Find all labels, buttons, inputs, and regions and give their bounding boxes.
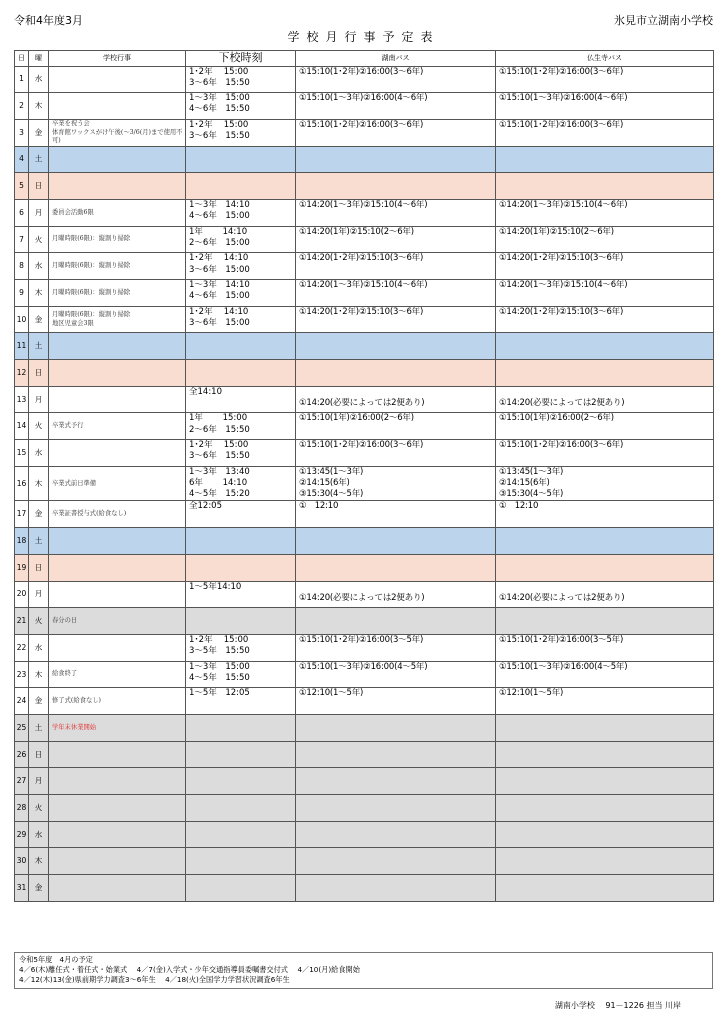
event-cell: 委員会活動6限 — [49, 199, 186, 226]
day-cell: 22 — [15, 634, 29, 661]
table-row — [15, 501, 714, 528]
konan-bus-cell: ①15:10(1･2年)②16:00(3～5年) — [296, 634, 496, 661]
table-row — [15, 199, 714, 226]
dismissal-time-cell — [186, 768, 296, 795]
day-cell: 23 — [15, 661, 29, 688]
day-cell: 1 — [15, 66, 29, 93]
dismissal-time-cell — [186, 146, 296, 173]
dismissal-time-cell — [186, 528, 296, 555]
table-row — [15, 688, 714, 715]
header-konan-bus: 湖南バス — [296, 51, 496, 67]
table-row — [15, 413, 714, 440]
monthly-schedule-table — [14, 50, 714, 902]
dismissal-time-cell — [186, 608, 296, 635]
next-month-heading: 令和5年度 4月の予定 — [19, 955, 93, 964]
table-row — [15, 280, 714, 307]
weekday-cell: 火 — [29, 795, 49, 822]
busshoji-bus-cell: ①14:20(必要によっては2便あり) — [496, 581, 714, 608]
header-dow: 曜 — [29, 51, 49, 67]
schedule-rows — [15, 66, 714, 901]
table-row — [15, 581, 714, 608]
busshoji-bus-cell: ①14:20(1年)②15:10(2～6年) — [496, 226, 714, 253]
weekday-cell: 金 — [29, 119, 49, 146]
konan-bus-cell — [296, 795, 496, 822]
day-cell: 13 — [15, 386, 29, 413]
busshoji-bus-cell: ①15:10(1･2年)②16:00(3～6年) — [496, 119, 714, 146]
event-cell: 月曜時限(6限)：縦割り掃除 — [49, 280, 186, 307]
konan-bus-cell: ①14:20(1･2年)②15:10(3～6年) — [296, 306, 496, 333]
page-title: 学校月行事予定表 — [287, 30, 440, 44]
dismissal-time-cell: 全14:10 — [186, 386, 296, 413]
konan-bus-cell: ①15:10(1年)②16:00(2～6年) — [296, 413, 496, 440]
table-row — [15, 554, 714, 581]
table-row — [15, 66, 714, 93]
busshoji-bus-cell: ①12:10(1～5年) — [496, 688, 714, 715]
weekday-cell: 月 — [29, 581, 49, 608]
table-row — [15, 440, 714, 467]
day-cell: 10 — [15, 306, 29, 333]
weekday-cell: 金 — [29, 306, 49, 333]
event-cell: 春分の日 — [49, 608, 186, 635]
weekday-cell: 水 — [29, 821, 49, 848]
busshoji-bus-cell — [496, 795, 714, 822]
dismissal-time-cell: 全12:05 — [186, 501, 296, 528]
busshoji-bus-cell: ①15:10(1･2年)②16:00(3～5年) — [496, 634, 714, 661]
busshoji-bus-cell — [496, 608, 714, 635]
table-row — [15, 821, 714, 848]
busshoji-bus-cell — [496, 360, 714, 387]
weekday-cell: 金 — [29, 501, 49, 528]
dismissal-time-cell — [186, 360, 296, 387]
table-row — [15, 253, 714, 280]
dismissal-time-cell — [186, 173, 296, 200]
weekday-cell: 月 — [29, 768, 49, 795]
konan-bus-cell: ①14:20(1･2年)②15:10(3～6年) — [296, 253, 496, 280]
dismissal-time-cell: 1･2年 14:10 3～6年 15:00 — [186, 306, 296, 333]
konan-bus-cell — [296, 768, 496, 795]
day-cell: 7 — [15, 226, 29, 253]
event-cell: 学年末休業開始 — [49, 714, 186, 741]
table-row — [15, 875, 714, 902]
weekday-cell: 木 — [29, 848, 49, 875]
day-cell: 17 — [15, 501, 29, 528]
konan-bus-cell: ①12:10(1～5年) — [296, 688, 496, 715]
header-dismissal: 下校時刻 — [186, 51, 296, 67]
day-cell: 26 — [15, 741, 29, 768]
busshoji-bus-cell — [496, 146, 714, 173]
busshoji-bus-cell: ①14:20(1～3年)②15:10(4～6年) — [496, 199, 714, 226]
event-cell — [49, 821, 186, 848]
table-row — [15, 146, 714, 173]
dismissal-time-cell: 1～3年 13:40 6年 14:10 4～5年 15:20 — [186, 466, 296, 501]
event-cell: 修了式(給食なし) — [49, 688, 186, 715]
konan-bus-cell — [296, 821, 496, 848]
weekday-cell: 水 — [29, 634, 49, 661]
konan-bus-cell: ①15:10(1･2年)②16:00(3～6年) — [296, 119, 496, 146]
busshoji-bus-cell: ①15:10(1･2年)②16:00(3～6年) — [496, 440, 714, 467]
weekday-cell: 金 — [29, 875, 49, 902]
day-cell: 30 — [15, 848, 29, 875]
table-row — [15, 360, 714, 387]
busshoji-bus-cell — [496, 848, 714, 875]
table-row — [15, 333, 714, 360]
header-event: 学校行事 — [49, 51, 186, 67]
konan-bus-cell: ①14:20(1～3年)②15:10(4～6年) — [296, 199, 496, 226]
konan-bus-cell — [296, 173, 496, 200]
weekday-cell: 日 — [29, 173, 49, 200]
event-cell: 卒業を祝う会 体育館ワックスがけ午後(～3/6(月)まで使用不可) — [49, 119, 186, 146]
konan-bus-cell — [296, 741, 496, 768]
day-cell: 25 — [15, 714, 29, 741]
weekday-cell: 金 — [29, 688, 49, 715]
busshoji-bus-cell: ①15:10(1～3年)②16:00(4～6年) — [496, 93, 714, 120]
event-cell: 給食終了 — [49, 661, 186, 688]
weekday-cell: 日 — [29, 554, 49, 581]
table-row — [15, 741, 714, 768]
busshoji-bus-cell — [496, 528, 714, 555]
dismissal-time-cell: 1～3年 14:10 4～6年 15:00 — [186, 199, 296, 226]
day-cell: 18 — [15, 528, 29, 555]
event-cell: 卒業式前日準備 — [49, 466, 186, 501]
busshoji-bus-cell: ①14:20(必要によっては2便あり) — [496, 386, 714, 413]
table-row — [15, 306, 714, 333]
dismissal-time-cell: 1年 15:00 2～6年 15:50 — [186, 413, 296, 440]
next-month-line-1: 4／6(木)離任式・着任式・始業式 4／7(金)入学式・少年交通指導員委嘱書交付式 4／10(月)給食開始 — [19, 965, 360, 975]
busshoji-bus-cell: ① 12:10 — [496, 501, 714, 528]
konan-bus-cell: ①14:20(1～3年)②15:10(4～6年) — [296, 280, 496, 307]
table-row — [15, 226, 714, 253]
day-cell: 2 — [15, 93, 29, 120]
day-cell: 3 — [15, 119, 29, 146]
day-cell: 19 — [15, 554, 29, 581]
dismissal-time-cell: 1～3年 15:00 4～6年 15:50 — [186, 93, 296, 120]
table-row — [15, 93, 714, 120]
school-name: 氷見市立湖南小学校 — [614, 14, 713, 27]
table-row — [15, 795, 714, 822]
event-cell — [49, 360, 186, 387]
weekday-cell: 火 — [29, 608, 49, 635]
day-cell: 21 — [15, 608, 29, 635]
busshoji-bus-cell — [496, 333, 714, 360]
event-cell — [49, 634, 186, 661]
dismissal-time-cell: 1･2年 15:00 3～5年 15:50 — [186, 634, 296, 661]
day-cell: 15 — [15, 440, 29, 467]
table-row — [15, 608, 714, 635]
event-cell — [49, 66, 186, 93]
event-cell — [49, 440, 186, 467]
day-cell: 29 — [15, 821, 29, 848]
dismissal-time-cell — [186, 554, 296, 581]
day-cell: 5 — [15, 173, 29, 200]
weekday-cell: 月 — [29, 199, 49, 226]
konan-bus-cell: ①15:10(1･2年)②16:00(3～6年) — [296, 66, 496, 93]
event-cell — [49, 795, 186, 822]
event-cell: 卒業式予行 — [49, 413, 186, 440]
day-cell: 11 — [15, 333, 29, 360]
busshoji-bus-cell — [496, 821, 714, 848]
event-cell — [49, 173, 186, 200]
event-cell — [49, 581, 186, 608]
event-cell: 月曜時限(6限)：縦割り掃除 — [49, 226, 186, 253]
dismissal-time-cell — [186, 714, 296, 741]
table-row — [15, 768, 714, 795]
dismissal-time-cell: 1･2年 15:00 3～6年 15:50 — [186, 119, 296, 146]
busshoji-bus-cell: ①15:10(1～3年)②16:00(4～5年) — [496, 661, 714, 688]
day-cell: 16 — [15, 466, 29, 501]
dismissal-time-cell: 1～3年 15:00 4～5年 15:50 — [186, 661, 296, 688]
konan-bus-cell — [296, 554, 496, 581]
konan-bus-cell: ①14:20(必要によっては2便あり) — [296, 581, 496, 608]
contact-info: 湖南小学校 91－1226 担当 川岸 — [554, 1001, 681, 1010]
weekday-cell: 日 — [29, 741, 49, 768]
busshoji-bus-cell: ①14:20(1･2年)②15:10(3～6年) — [496, 306, 714, 333]
table-row — [15, 848, 714, 875]
konan-bus-cell: ① 12:10 — [296, 501, 496, 528]
table-header-row — [15, 51, 714, 67]
busshoji-bus-cell: ①14:20(1･2年)②15:10(3～6年) — [496, 253, 714, 280]
weekday-cell: 木 — [29, 280, 49, 307]
day-cell: 4 — [15, 146, 29, 173]
event-cell — [49, 768, 186, 795]
day-cell: 28 — [15, 795, 29, 822]
dismissal-time-cell: 1･2年 15:00 3～6年 15:50 — [186, 440, 296, 467]
weekday-cell: 水 — [29, 253, 49, 280]
day-cell: 12 — [15, 360, 29, 387]
konan-bus-cell — [296, 528, 496, 555]
event-cell — [49, 333, 186, 360]
event-cell — [49, 146, 186, 173]
event-cell — [49, 386, 186, 413]
event-cell — [49, 741, 186, 768]
dismissal-time-cell: 1･2年 15:00 3～6年 15:50 — [186, 66, 296, 93]
weekday-cell: 水 — [29, 66, 49, 93]
konan-bus-cell: ①14:20(1年)②15:10(2～6年) — [296, 226, 496, 253]
table-row — [15, 661, 714, 688]
konan-bus-cell — [296, 360, 496, 387]
event-cell — [49, 848, 186, 875]
busshoji-bus-cell — [496, 875, 714, 902]
weekday-cell: 火 — [29, 226, 49, 253]
header-day: 日 — [15, 51, 29, 67]
busshoji-bus-cell: ①13:45(1～3年) ②14:15(6年) ③15:30(4～5年) — [496, 466, 714, 501]
dismissal-time-cell: 1･2年 14:10 3～6年 15:00 — [186, 253, 296, 280]
table-row — [15, 466, 714, 501]
event-cell — [49, 528, 186, 555]
event-cell: 月曜時限(6限)：縦割り掃除 地区児童会3限 — [49, 306, 186, 333]
dismissal-time-cell — [186, 875, 296, 902]
day-cell: 24 — [15, 688, 29, 715]
event-cell: 月曜時限(6限)：縦割り掃除 — [49, 253, 186, 280]
dismissal-time-cell: 1～5年14:10 — [186, 581, 296, 608]
event-cell — [49, 554, 186, 581]
weekday-cell: 木 — [29, 661, 49, 688]
dismissal-time-cell: 1～3年 14:10 4～6年 15:00 — [186, 280, 296, 307]
weekday-cell: 土 — [29, 714, 49, 741]
busshoji-bus-cell — [496, 554, 714, 581]
busshoji-bus-cell — [496, 768, 714, 795]
table-row — [15, 634, 714, 661]
table-row — [15, 119, 714, 146]
day-cell: 27 — [15, 768, 29, 795]
day-cell: 14 — [15, 413, 29, 440]
weekday-cell: 木 — [29, 93, 49, 120]
konan-bus-cell: ①15:10(1～3年)②16:00(4～5年) — [296, 661, 496, 688]
konan-bus-cell — [296, 146, 496, 173]
konan-bus-cell: ①15:10(1～3年)②16:00(4～6年) — [296, 93, 496, 120]
konan-bus-cell — [296, 714, 496, 741]
next-month-box — [14, 952, 713, 989]
table-row — [15, 528, 714, 555]
day-cell: 6 — [15, 199, 29, 226]
konan-bus-cell — [296, 333, 496, 360]
dismissal-time-cell: 1～5年 12:05 — [186, 688, 296, 715]
konan-bus-cell: ①14:20(必要によっては2便あり) — [296, 386, 496, 413]
weekday-cell: 水 — [29, 440, 49, 467]
weekday-cell: 土 — [29, 528, 49, 555]
dismissal-time-cell — [186, 741, 296, 768]
table-row — [15, 386, 714, 413]
table-row — [15, 173, 714, 200]
busshoji-bus-cell — [496, 714, 714, 741]
header-busshoji-bus: 仏生寺バス — [496, 51, 714, 67]
busshoji-bus-cell — [496, 741, 714, 768]
busshoji-bus-cell — [496, 173, 714, 200]
konan-bus-cell — [296, 848, 496, 875]
dismissal-time-cell — [186, 795, 296, 822]
fiscal-month-label: 令和4年度3月 — [14, 14, 83, 27]
day-cell: 8 — [15, 253, 29, 280]
day-cell: 31 — [15, 875, 29, 902]
busshoji-bus-cell: ①14:20(1～3年)②15:10(4～6年) — [496, 280, 714, 307]
weekday-cell: 土 — [29, 333, 49, 360]
dismissal-time-cell — [186, 848, 296, 875]
busshoji-bus-cell: ①15:10(1･2年)②16:00(3～6年) — [496, 66, 714, 93]
konan-bus-cell — [296, 875, 496, 902]
day-cell: 9 — [15, 280, 29, 307]
weekday-cell: 月 — [29, 386, 49, 413]
weekday-cell: 日 — [29, 360, 49, 387]
event-cell: 卒業証書授与式(給食なし) — [49, 501, 186, 528]
weekday-cell: 木 — [29, 466, 49, 501]
table-row — [15, 714, 714, 741]
weekday-cell: 火 — [29, 413, 49, 440]
event-cell — [49, 93, 186, 120]
konan-bus-cell: ①13:45(1～3年) ②14:15(6年) ③15:30(4～5年) — [296, 466, 496, 501]
konan-bus-cell: ①15:10(1･2年)②16:00(3～6年) — [296, 440, 496, 467]
dismissal-time-cell — [186, 333, 296, 360]
konan-bus-cell — [296, 608, 496, 635]
next-month-line-2: 4／12(木)13(金)県前期学力調査3～6年生 4／18(火)全国学力学習状況調査6年生 — [19, 975, 290, 985]
weekday-cell: 土 — [29, 146, 49, 173]
busshoji-bus-cell: ①15:10(1年)②16:00(2～6年) — [496, 413, 714, 440]
dismissal-time-cell — [186, 821, 296, 848]
dismissal-time-cell: 1年 14:10 2～6年 15:00 — [186, 226, 296, 253]
day-cell: 20 — [15, 581, 29, 608]
event-cell — [49, 875, 186, 902]
